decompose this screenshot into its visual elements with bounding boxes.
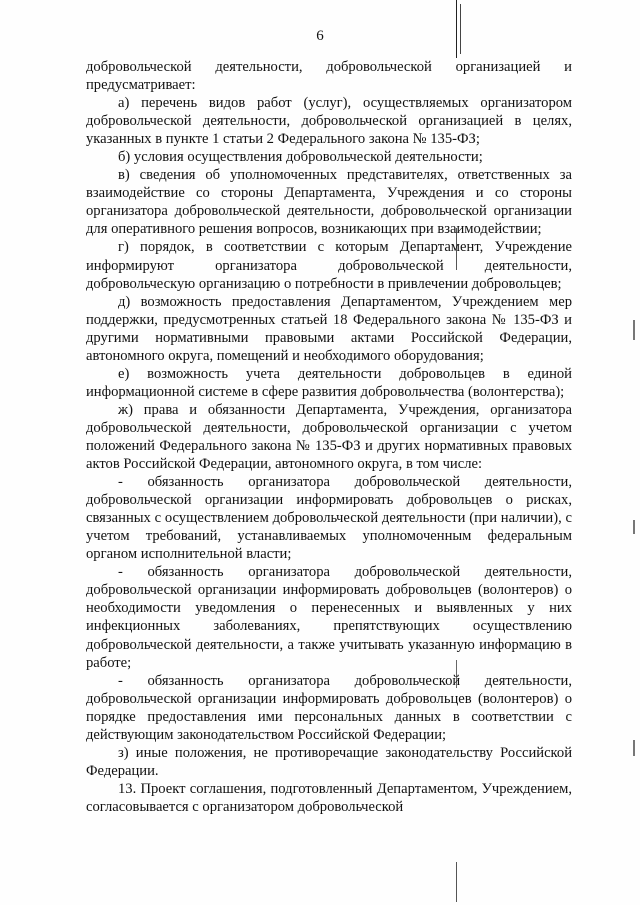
paragraph-item-v: в) сведения об уполномоченных представителях, ответственных за взаимодействие со стороны Департамента, Учреждения и со стороны организатора добровольческой деятельности, добровольческой организации для оперативного решения вопросов, возникающих при взаимодействии; — [86, 167, 572, 238]
paragraph-bullet-1: - обязанность организатора добровольческой деятельности, добровольческой организации информировать добровольцев о рисках, связанных с осуществлением добровольческой деятельности (при наличии), с учетом требований, устанавливаемых уполномоченным федеральным органом исполнительной власти; — [86, 474, 572, 563]
paragraph-bullet-2: - обязанность организатора добровольческой деятельности, добровольческой организации информировать добровольцев (волонтеров) о необходимости уведомления о перенесенных и выявленных у них инфекционных заболеваниях, препятствующих осуществлению добровольческой деятельности, а также учитывать указанную информацию в работе; — [86, 564, 572, 671]
paragraph-item-a: а) перечень видов работ (услуг), осуществляемых организатором добровольческой деятельности, добровольческой организацией в целях, указанных в пункте 1 статьи 2 Федерального закона № 135-ФЗ; — [86, 95, 572, 148]
paragraph-item-b: б) условия осуществления добровольческой деятельности; — [118, 149, 483, 166]
scan-edge-right-3 — [633, 740, 635, 756]
page-number: 6 — [316, 28, 324, 44]
paragraph-item-e: е) возможность учета деятельности добровольцев в единой информационной системе в сфере развития добровольчества (волонтерства); — [86, 365, 572, 400]
paragraph-bullet-3: - обязанность организатора добровольческой деятельности, добровольческой организации информировать добровольцев (волонтеров) о порядке предоставления ими персональных данных в соответствии с действующим законодательством Российской Федерации; — [86, 672, 572, 743]
paragraph-item-zh: ж) права и обязанности Департамента, Учреждения, организатора добровольческой деятельности, добровольческой организации с учетом положений Федерального закона № 135-ФЗ и других нормативных правовых актов Российской Федерации, автономного округа, в том числе: — [86, 401, 572, 473]
paragraph-item-z: з) иные положения, не противоречащие законодательству Российской Федерации. — [86, 744, 572, 779]
paragraph-item-g: г) порядок, в соответствии с которым Департамент, Учреждение информируют организатора добровольческой деятельности, добровольческую организацию о потребности в привлечении добровольцев; — [86, 239, 572, 292]
scan-edge-right-2 — [633, 520, 635, 534]
scan-edge-right — [633, 320, 635, 340]
paragraph-item-d: д) возможность предоставления Департаментом, Учреждением мер поддержки, предусмотренных статьей 18 Федерального закона № 135-ФЗ и другими нормативными правовыми актами Российской Федерации, автономного округа, помещений и необходимого оборудования; — [86, 293, 572, 364]
paragraph-continuation: добровольческой деятельности, добровольческой организацией и предусматривает: — [86, 59, 572, 94]
document-body — [86, 58, 572, 816]
scan-mark-bottom — [456, 862, 457, 902]
paragraph-section-13: 13. Проект соглашения, подготовленный Департаментом, Учреждением, согласовывается с организатором добровольческой — [86, 780, 572, 815]
